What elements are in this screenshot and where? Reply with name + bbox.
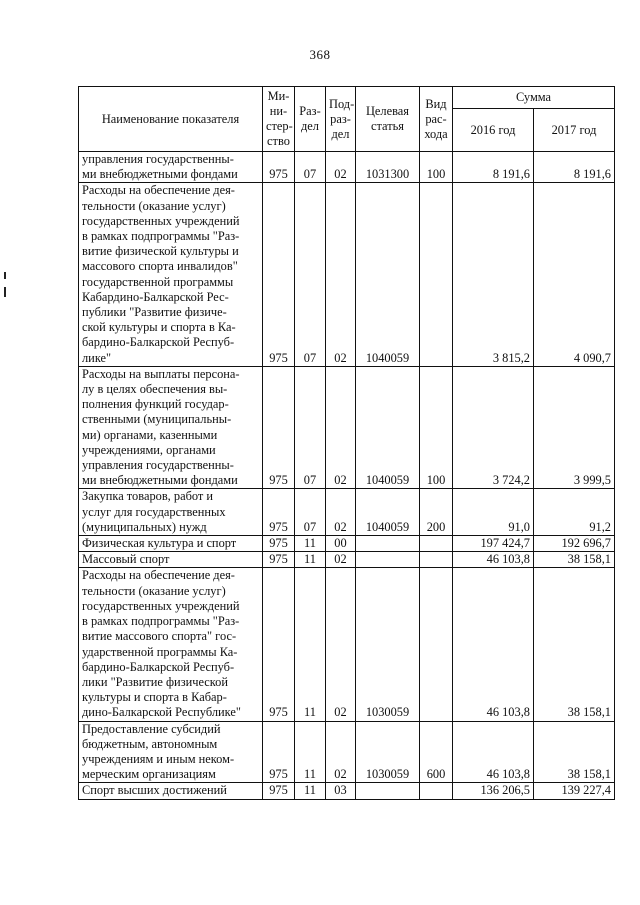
cell-ministry: 975 bbox=[263, 536, 295, 552]
header-sum: Сумма bbox=[453, 87, 615, 109]
cell-section: 07 bbox=[295, 183, 326, 366]
cell-subsection: 02 bbox=[326, 552, 356, 568]
cell-name: Расходы на обеспечение дея- тельности (оказание услуг) государственных учреждений в рамках подпрограммы "Раз- витие массового спорта" гос- ударственной программы Ка- бардино-Балкарской Респуб- лики "Развитие физической культуры и спорта в Кабар- дино-Балкарской Республике" bbox=[79, 568, 263, 721]
cell-name: Закупка товаров, работ и услуг для государственных (муниципальных) нужд bbox=[79, 489, 263, 536]
cell-sum-2017: 139 227,4 bbox=[534, 783, 615, 799]
cell-sum-2016: 46 103,8 bbox=[453, 568, 534, 721]
cell-sum-2017: 38 158,1 bbox=[534, 568, 615, 721]
cell-section: 11 bbox=[295, 552, 326, 568]
cell-ministry: 975 bbox=[263, 783, 295, 799]
cell-sum-2016: 3 815,2 bbox=[453, 183, 534, 366]
cell-sum-2017: 38 158,1 bbox=[534, 721, 615, 783]
header-ministry: Ми- ни- стер- ство bbox=[263, 87, 295, 152]
cell-sum-2017: 38 158,1 bbox=[534, 552, 615, 568]
cell-sum-2017: 8 191,6 bbox=[534, 152, 615, 183]
table-row bbox=[79, 783, 615, 799]
budget-table bbox=[78, 86, 615, 800]
table-row bbox=[79, 552, 615, 568]
cell-target bbox=[356, 783, 420, 799]
cell-name: Расходы на обеспечение дея- тельности (оказание услуг) государственных учреждений в рамках подпрограммы "Раз- витие физической культуры и массового спорта инвалидов" государственной программы Кабардино-Балкарской Рес- публики "Развитие физиче- ской культуры и спорта в Ка- бардино-Балкарской Респуб- лике" bbox=[79, 183, 263, 366]
cell-sum-2017: 91,2 bbox=[534, 489, 615, 536]
header-target: Целевая статья bbox=[356, 87, 420, 152]
cell-ministry: 975 bbox=[263, 152, 295, 183]
cell-section: 07 bbox=[295, 152, 326, 183]
cell-sum-2016: 3 724,2 bbox=[453, 366, 534, 489]
cell-sum-2016: 8 191,6 bbox=[453, 152, 534, 183]
cell-target bbox=[356, 552, 420, 568]
cell-target: 1040059 bbox=[356, 366, 420, 489]
cell-sum-2016: 46 103,8 bbox=[453, 552, 534, 568]
header-name: Наименование показателя bbox=[79, 87, 263, 152]
cell-ministry: 975 bbox=[263, 552, 295, 568]
cell-name: Массовый спорт bbox=[79, 552, 263, 568]
cell-section: 07 bbox=[295, 489, 326, 536]
cell-name: Физическая культура и спорт bbox=[79, 536, 263, 552]
cell-name: Спорт высших достижений bbox=[79, 783, 263, 799]
cell-expense-type bbox=[420, 183, 453, 366]
table-row bbox=[79, 721, 615, 783]
header-year-2016: 2016 год bbox=[453, 109, 534, 152]
cell-section: 11 bbox=[295, 783, 326, 799]
cell-sum-2016: 46 103,8 bbox=[453, 721, 534, 783]
cell-target bbox=[356, 536, 420, 552]
cell-section: 11 bbox=[295, 568, 326, 721]
margin-mark bbox=[4, 287, 6, 297]
cell-expense-type: 100 bbox=[420, 366, 453, 489]
cell-target: 1030059 bbox=[356, 721, 420, 783]
cell-ministry: 975 bbox=[263, 366, 295, 489]
cell-sum-2016: 197 424,7 bbox=[453, 536, 534, 552]
margin-mark bbox=[4, 272, 6, 279]
cell-section: 11 bbox=[295, 721, 326, 783]
cell-subsection: 02 bbox=[326, 721, 356, 783]
header-expense-type: Вид рас- хода bbox=[420, 87, 453, 152]
cell-sum-2016: 136 206,5 bbox=[453, 783, 534, 799]
header-section: Раз- дел bbox=[295, 87, 326, 152]
cell-subsection: 02 bbox=[326, 152, 356, 183]
cell-sum-2017: 192 696,7 bbox=[534, 536, 615, 552]
cell-section: 07 bbox=[295, 366, 326, 489]
cell-subsection: 03 bbox=[326, 783, 356, 799]
header-year-2017: 2017 год bbox=[534, 109, 615, 152]
table-body bbox=[79, 152, 615, 800]
table-row bbox=[79, 152, 615, 183]
page-number: 368 bbox=[309, 47, 331, 62]
cell-sum-2017: 4 090,7 bbox=[534, 183, 615, 366]
cell-ministry: 975 bbox=[263, 568, 295, 721]
table-row bbox=[79, 536, 615, 552]
cell-target: 1040059 bbox=[356, 489, 420, 536]
cell-target: 1031300 bbox=[356, 152, 420, 183]
cell-name: Расходы на выплаты персона- лу в целях обеспечения вы- полнения функций государ- ственными (муниципальны- ми) органами, казенными учреждениями, органами управления государственны- ми внебюджетными фондами bbox=[79, 366, 263, 489]
header-subsection: Под- раз- дел bbox=[326, 87, 356, 152]
table-row bbox=[79, 183, 615, 366]
cell-name: Предоставление субсидий бюджетным, автономным учреждениям и иным неком- мерческим организациям bbox=[79, 721, 263, 783]
cell-expense-type: 100 bbox=[420, 152, 453, 183]
cell-subsection: 02 bbox=[326, 568, 356, 721]
cell-section: 11 bbox=[295, 536, 326, 552]
table-row bbox=[79, 568, 615, 721]
cell-subsection: 02 bbox=[326, 489, 356, 536]
cell-sum-2016: 91,0 bbox=[453, 489, 534, 536]
cell-subsection: 00 bbox=[326, 536, 356, 552]
cell-target: 1030059 bbox=[356, 568, 420, 721]
cell-expense-type bbox=[420, 783, 453, 799]
cell-ministry: 975 bbox=[263, 183, 295, 366]
cell-expense-type: 200 bbox=[420, 489, 453, 536]
cell-sum-2017: 3 999,5 bbox=[534, 366, 615, 489]
cell-name: управления государственны- ми внебюджетными фондами bbox=[79, 152, 263, 183]
cell-expense-type bbox=[420, 568, 453, 721]
cell-ministry: 975 bbox=[263, 489, 295, 536]
table-row bbox=[79, 489, 615, 536]
cell-expense-type bbox=[420, 552, 453, 568]
cell-ministry: 975 bbox=[263, 721, 295, 783]
cell-subsection: 02 bbox=[326, 366, 356, 489]
table-row bbox=[79, 366, 615, 489]
cell-target: 1040059 bbox=[356, 183, 420, 366]
cell-expense-type bbox=[420, 536, 453, 552]
cell-expense-type: 600 bbox=[420, 721, 453, 783]
cell-subsection: 02 bbox=[326, 183, 356, 366]
